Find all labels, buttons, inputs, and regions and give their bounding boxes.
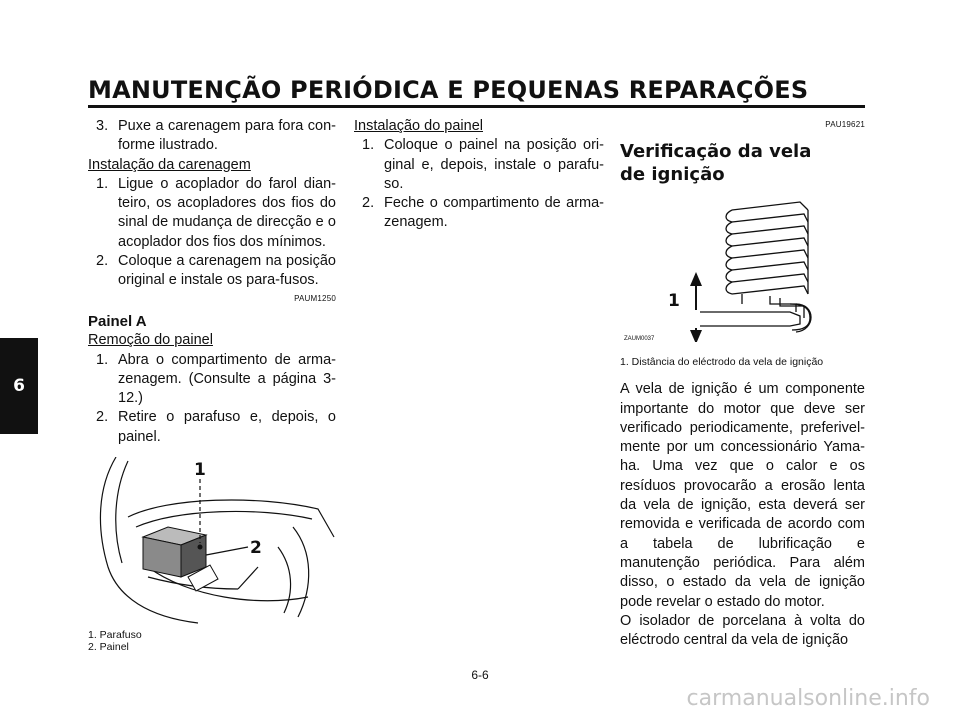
- body-paragraph: O isolador de porcelana à volta do eléctrodo central da vela de ignição: [620, 612, 865, 649]
- figure-caption: 1. Distância do eléctrodo da vela de ignição: [620, 356, 824, 369]
- figure-callout: 2: [250, 538, 262, 559]
- list-item: [354, 194, 604, 233]
- list-item: [88, 351, 336, 409]
- fairing-install-heading: Instalação da carenagem: [88, 156, 251, 173]
- list-number: 3.: [96, 118, 109, 134]
- figure-code: ZAUM0037: [624, 336, 655, 343]
- list-text: Ligue o acoplador do farol dian-teiro, os acopladores dos fios do sinal de mudança de direcção e o acoplador dos fios dos mínimos.: [118, 175, 336, 250]
- storage-compartment-illustration: [88, 457, 336, 625]
- list-number: 2.: [96, 409, 109, 426]
- section-title: Verificação da vela de ignição: [620, 141, 812, 186]
- chapter-tab: 6: [0, 338, 38, 434]
- list-text: Coloque o painel na posição ori-ginal e, depois, instale o parafu-so.: [384, 137, 604, 192]
- figure-callout: 1: [668, 291, 680, 312]
- column-1: [88, 117, 336, 653]
- list-item: [354, 136, 604, 194]
- spark-plug-figure: [620, 192, 865, 342]
- figure-caption: 2. Painel: [88, 641, 129, 654]
- list-number: 1.: [96, 175, 109, 192]
- reference-code: PAU19621: [825, 120, 865, 129]
- list-number: 2.: [96, 253, 109, 270]
- panel-removal-heading: Remoção do painel: [88, 332, 213, 349]
- list-number: 1.: [96, 351, 109, 368]
- watermark: carmanualsonline.info: [686, 686, 930, 711]
- figure-callout: 1: [194, 460, 206, 481]
- column-2: [354, 117, 604, 233]
- header-rule: [88, 105, 865, 108]
- gap-arrows: [690, 272, 702, 342]
- reference-code: PAUM1250: [294, 293, 336, 303]
- list-item: [88, 175, 336, 252]
- panel-install-heading: Instalação do painel: [354, 118, 483, 134]
- page-header-title: MANUTENÇÃO PERIÓDICA E PEQUENAS REPARAÇÕES: [88, 76, 809, 104]
- panel-figure: [88, 457, 336, 625]
- list-item: [88, 252, 336, 291]
- panel-heading: Painel A: [88, 312, 147, 330]
- list-number: 2.: [362, 195, 375, 212]
- list-item: [88, 408, 336, 447]
- list-item: [88, 117, 336, 156]
- list-text: Puxe a carenagem para fora con-forme ilustrado.: [118, 118, 336, 154]
- list-text: Retire o parafuso e, depois, o painel.: [118, 409, 336, 445]
- list-text: Abra o compartimento de arma-zenagem. (Consulte a página 3-12.): [118, 351, 336, 407]
- list-text: Feche o compartimento de arma-zenagem.: [384, 195, 604, 231]
- column-3: [620, 117, 865, 650]
- spark-plug-gap-illustration: [620, 192, 865, 342]
- body-paragraph: A vela de ignição é um componente importante do motor que deve ser verificado periodicamente, preferivel-mente por um concessionário Yama-ha. Uma vez que o calor e os resíduos provocarão a erosão lenta da vela de ignição, esta deverá ser removida e verificada de acordo com a tabela de lubrificação e manutenção periódica. Para além disso, o estado da vela de ignição pode revelar o estado do motor.: [620, 381, 865, 610]
- list-number: 1.: [362, 137, 375, 154]
- page-number: 6-6: [471, 668, 489, 682]
- list-text: Coloque a carenagem na posição original e instale os para-fusos.: [118, 253, 336, 289]
- figure-caption: 1. Parafuso: [88, 629, 142, 642]
- battery-box: [143, 527, 206, 577]
